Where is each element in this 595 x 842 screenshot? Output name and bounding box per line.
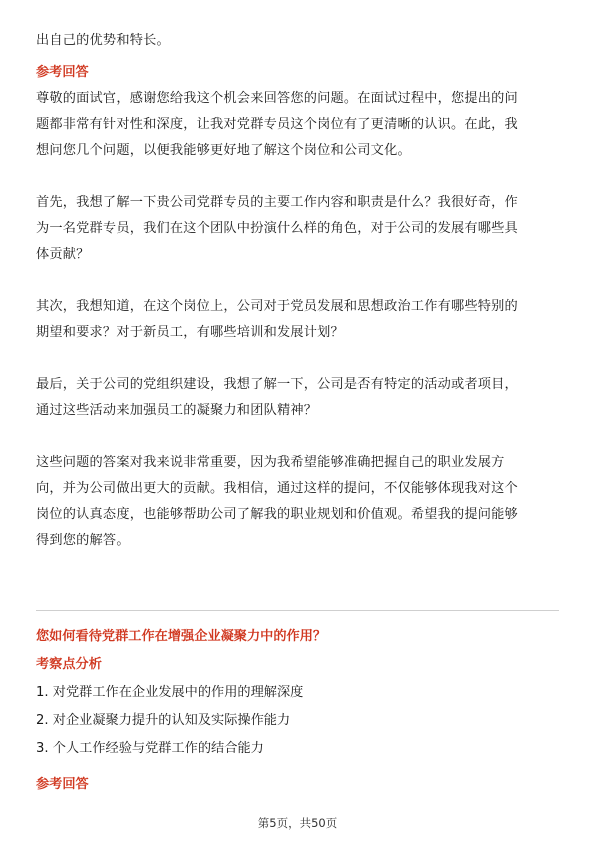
text-line: 期望和要求？对于新员工，有哪些培训和发展计划？ <box>36 325 344 340</box>
text-line: 题都非常有针对性和深度，让我对党群专员这个岗位有了更清晰的认识。在此，我 <box>36 117 518 132</box>
paragraph-5 <box>36 450 559 554</box>
page-number: 第5页，共50页 <box>257 816 338 830</box>
paragraph-4 <box>36 372 559 424</box>
text-line: 得到您的解答。 <box>36 533 130 548</box>
paragraph-1 <box>36 86 559 164</box>
text-line: 想问您几个问题，以便我能够更好地了解这个岗位和公司文化。 <box>36 143 411 158</box>
text-line: 首先，我想了解一下贵公司党群专员的主要工作内容和职责是什么？我很好奇，作 <box>36 195 518 210</box>
intro-line: 出自己的优势和特长。 <box>36 33 170 48</box>
question-section <box>36 624 559 798</box>
section-divider <box>36 610 559 611</box>
question-title: 您如何看待党群工作在增强企业凝聚力中的作用？ <box>36 629 327 644</box>
text-line: 其次，我想知道，在这个岗位上，公司对于党员发展和思想政治工作有哪些特别的 <box>36 299 518 314</box>
text-line: 最后，关于公司的党组织建设，我想了解一下，公司是否有特定的活动或者项目， <box>36 377 518 392</box>
text-line: 向，并为公司做出更大的贡献。我相信，通过这样的提问，不仅能够体现我对这个 <box>36 481 518 496</box>
text-line: 通过这些活动来加强员工的凝聚力和团队精神？ <box>36 403 318 418</box>
list-item: 3. 个人工作经验与党群工作的结合能力 <box>36 741 264 756</box>
analysis-heading: 考察点分析 <box>36 657 102 672</box>
answer-heading: 参考回答 <box>36 777 89 792</box>
text-line: 尊敬的面试官，感谢您给我这个机会来回答您的问题。在面试过程中，您提出的问 <box>36 91 518 106</box>
text-line: 体贡献？ <box>36 247 90 262</box>
text-line: 为一名党群专员，我们在这个团队中扮演什么样的角色，对于公司的发展有哪些具 <box>36 221 518 236</box>
answer-section <box>36 28 559 554</box>
text-line: 岗位的认真态度，也能够帮助公司了解我的职业规划和价值观。希望我的提问能够 <box>36 507 518 522</box>
paragraph-2 <box>36 190 559 268</box>
text-line: 这些问题的答案对我来说非常重要，因为我希望能够准确把握自己的职业发展方 <box>36 455 505 470</box>
paragraph-3 <box>36 294 559 346</box>
answer-heading: 参考回答 <box>36 65 89 80</box>
list-item: 1. 对党群工作在企业发展中的作用的理解深度 <box>36 685 304 700</box>
list-item: 2. 对企业凝聚力提升的认知及实际操作能力 <box>36 713 291 728</box>
